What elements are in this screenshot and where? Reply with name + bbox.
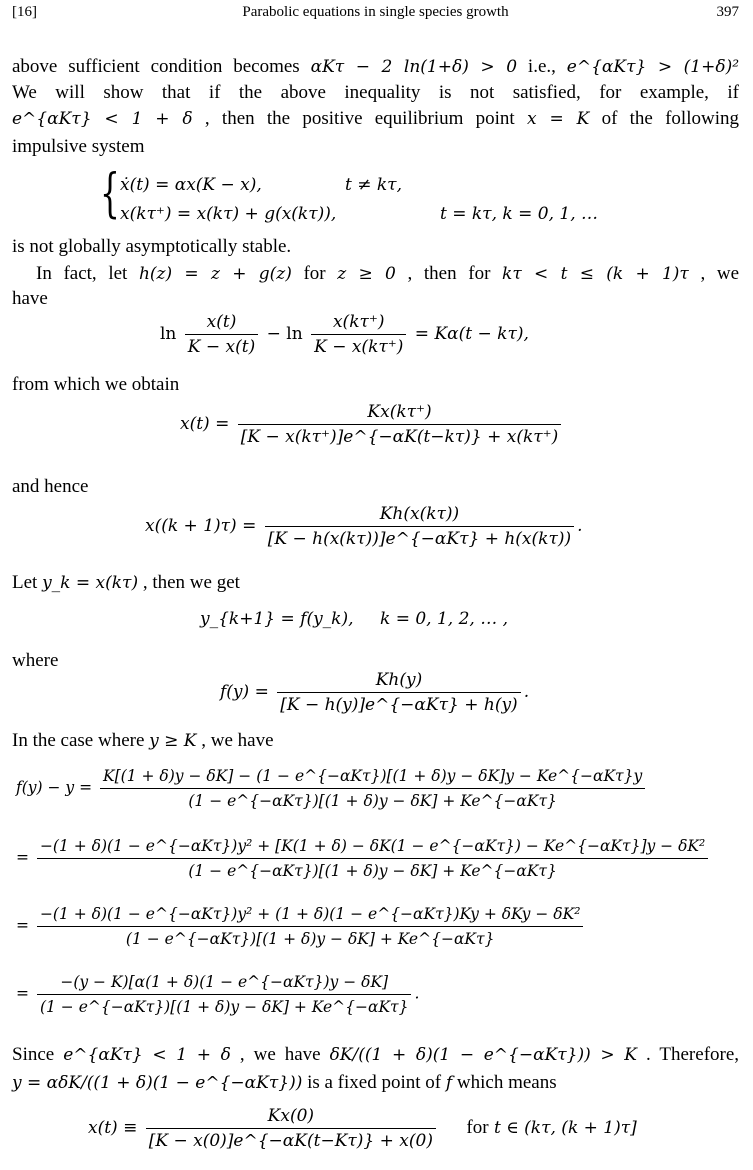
text-line-11: where: [12, 650, 59, 671]
equation-solution: x(t) = $\frac{Kx(k\tau^+)}{[K - x(k\tau^+)]e\^{}\{-\alpha K(t-k\tau)\} + x(k\tau^+)}$: [180, 400, 564, 449]
fraction: $\frac{Kh(x(k\tau))}{\text{[K − h(x(kτ))]e\textasciicircum{}\{−αKτ\} + h(x(kτ))}}$: [265, 502, 574, 551]
text-line-3: e^{αKτ} < 1 + δ , then the positive equilibrium point x = K of the following: [12, 108, 739, 129]
fraction: −(1 + δ)(1 − e^{−αKτ})y² + (1 + δ)(1 − e^{−αKτ})Ky + δKy − δK² (1 − e^{−αKτ})[(1 + δ)y − δK] + Ke^{−αKτ}: [37, 902, 583, 951]
running-title: Parabolic equations in single species growth: [242, 4, 509, 20]
text-line-4: impulsive system: [12, 136, 145, 157]
text-line-10: Let y_k = x(kτ) , then we get: [12, 572, 240, 593]
system-eq-1: ẋ(t) = αx(K − x),: [120, 175, 262, 195]
running-header: [12, 4, 739, 26]
text-line-2: We will show that if the above inequality is not satisfied, for example, if: [12, 82, 739, 103]
equation-log: ln $\frac{x(t)}{K - x(t)}$ − ln $\frac{x(k\tau^+)}{K - x(k\tau^+)}$ = Kα(t − kτ),: [160, 312, 529, 357]
equation-constant-solution: x(t) ≡ $\frac{Kx(0)}{[K - x(0)]e\^{}\{-\alpha K(t-K\tau)\} + x(0)}$ for t ∈ (kτ, (k + 1)τ]: [88, 1106, 637, 1151]
system-eq-2: x(kτ⁺) = x(kτ) + g(x(kτ)),: [120, 204, 337, 224]
fraction: K[(1 + δ)y − δK] − (1 − e^{−αKτ})[(1 + δ)y − δK]y − Ke^{−αKτ}y (1 − e^{−αKτ})[(1 + δ)y − δK] + Ke^{−αKτ}: [100, 764, 645, 813]
fraction: $\frac{x(k\tau^+)}{K - x(k\tau^+)}$: [311, 310, 406, 359]
fraction: $\frac{x(t)}{K - x(t)}$: [185, 310, 258, 359]
text-line-7: have: [12, 288, 48, 309]
system-cond-1: t ≠ kτ,: [345, 175, 402, 195]
equation-map: x((k + 1)τ) = $\frac{Kh(x(k\tau))}{\text{[K − h(x(kτ))]e\textasciicircum{}\{−αKτ\} + h(x(kτ))}}$ .: [145, 504, 583, 549]
text-line-12: In the case where y ≥ K , we have: [12, 730, 274, 751]
text-line-1: above sufficient condition becomes αKτ − 2 ln(1+δ) > 0 i.e., e^{αKτ} > (1+δ)²: [12, 56, 740, 77]
system-cond-2: t = kτ, k = 0, 1, …: [440, 204, 598, 224]
text-line-5: is not globally asymptotically stable.: [12, 236, 292, 257]
text-line-6: In fact, let h(z) = z + g(z) for z ≥ 0 , then for kτ < t ≤ (k + 1)τ , we: [36, 263, 740, 284]
equation-recurrence-index: k = 0, 1, 2, … ,: [380, 609, 509, 629]
page-number: 397: [716, 4, 739, 20]
text-line-8: from which we obtain: [12, 374, 180, 395]
fraction: $\frac{Kx(0)}{[K - x(0)]e\^{}\{-\alpha K(t-K\tau)\} + x(0)}$: [146, 1104, 436, 1153]
equation-difference-1: f(y) − y = K[(1 + δ)y − δK] − (1 − e^{−αKτ})[(1 + δ)y − δK]y − Ke^{−αKτ}y (1 − e^{−αKτ})[(1 + δ)y − δK] + Ke^{−αKτ}: [16, 764, 648, 813]
text-line-13: Since e^{αKτ} < 1 + δ , we have δK/((1 + δ)(1 − e^{−αKτ})) > K . Therefore,: [12, 1044, 740, 1065]
equation-f: f(y) = $\frac{Kh(y)}{\text{[K − h(y)]e\textasciicircum{}\{−αKτ\} + h(y)}}$ .: [220, 670, 530, 715]
system-brace: {: [100, 164, 120, 224]
equation-recurrence: y_{k+1} = f(y_k),: [200, 609, 354, 629]
text-line-9: and hence: [12, 476, 89, 497]
equation-difference-4: = $\frac{\text{−(y − K)[α(1 + δ)(1 − e\textasciicircum{}\{−αKτ\})y − δK]}}{\text{(1 − e\textasciicircum{}\{−αKτ\})[(1 + δ)y − δK] + Ke\textasciicircum{}\{−αKτ\}}}$ .: [16, 970, 419, 1019]
fraction: $\frac{Kh(y)}{\text{[K − h(y)]e\textasciicircum{}\{−αKτ\} + h(y)}}$: [277, 668, 520, 717]
fraction: $\frac{Kx(k\tau^+)}{[K - x(k\tau^+)]e\^{}\{-\alpha K(t-k\tau)\} + x(k\tau^+)}$: [238, 400, 562, 449]
fraction: $\frac{\text{−(y − K)[α(1 + δ)(1 − e\textasciicircum{}\{−αKτ\})y − δK]}}{\text{(1 − e\textasciicircum{}\{−αKτ\})[(1 + δ)y − δK] + Ke\textasciicircum{}\{−αKτ\}}}$: [37, 970, 412, 1019]
equation-difference-3: = −(1 + δ)(1 − e^{−αKτ})y² + (1 + δ)(1 − e^{−αKτ})Ky + δKy − δK² (1 − e^{−αKτ})[(1 + δ)y − δK] + Ke^{−αKτ}: [16, 902, 586, 951]
text-line-14: y = αδK/((1 + δ)(1 − e^{−αKτ})) is a fixed point of f which means: [12, 1072, 557, 1093]
equation-difference-2: = −(1 + δ)(1 − e^{−αKτ})y² + [K(1 + δ) − δK(1 − e^{−αKτ}) − Ke^{−αKτ}]y − δK² (1 − e^{−αKτ})[(1 + δ)y − δK] + Ke^{−αKτ}: [16, 834, 711, 883]
section-number: [16]: [12, 4, 37, 20]
fraction: −(1 + δ)(1 − e^{−αKτ})y² + [K(1 + δ) − δK(1 − e^{−αKτ}) − Ke^{−αKτ}]y − δK² (1 − e^{−αKτ})[(1 + δ)y − δK] + Ke^{−αKτ}: [37, 834, 708, 883]
